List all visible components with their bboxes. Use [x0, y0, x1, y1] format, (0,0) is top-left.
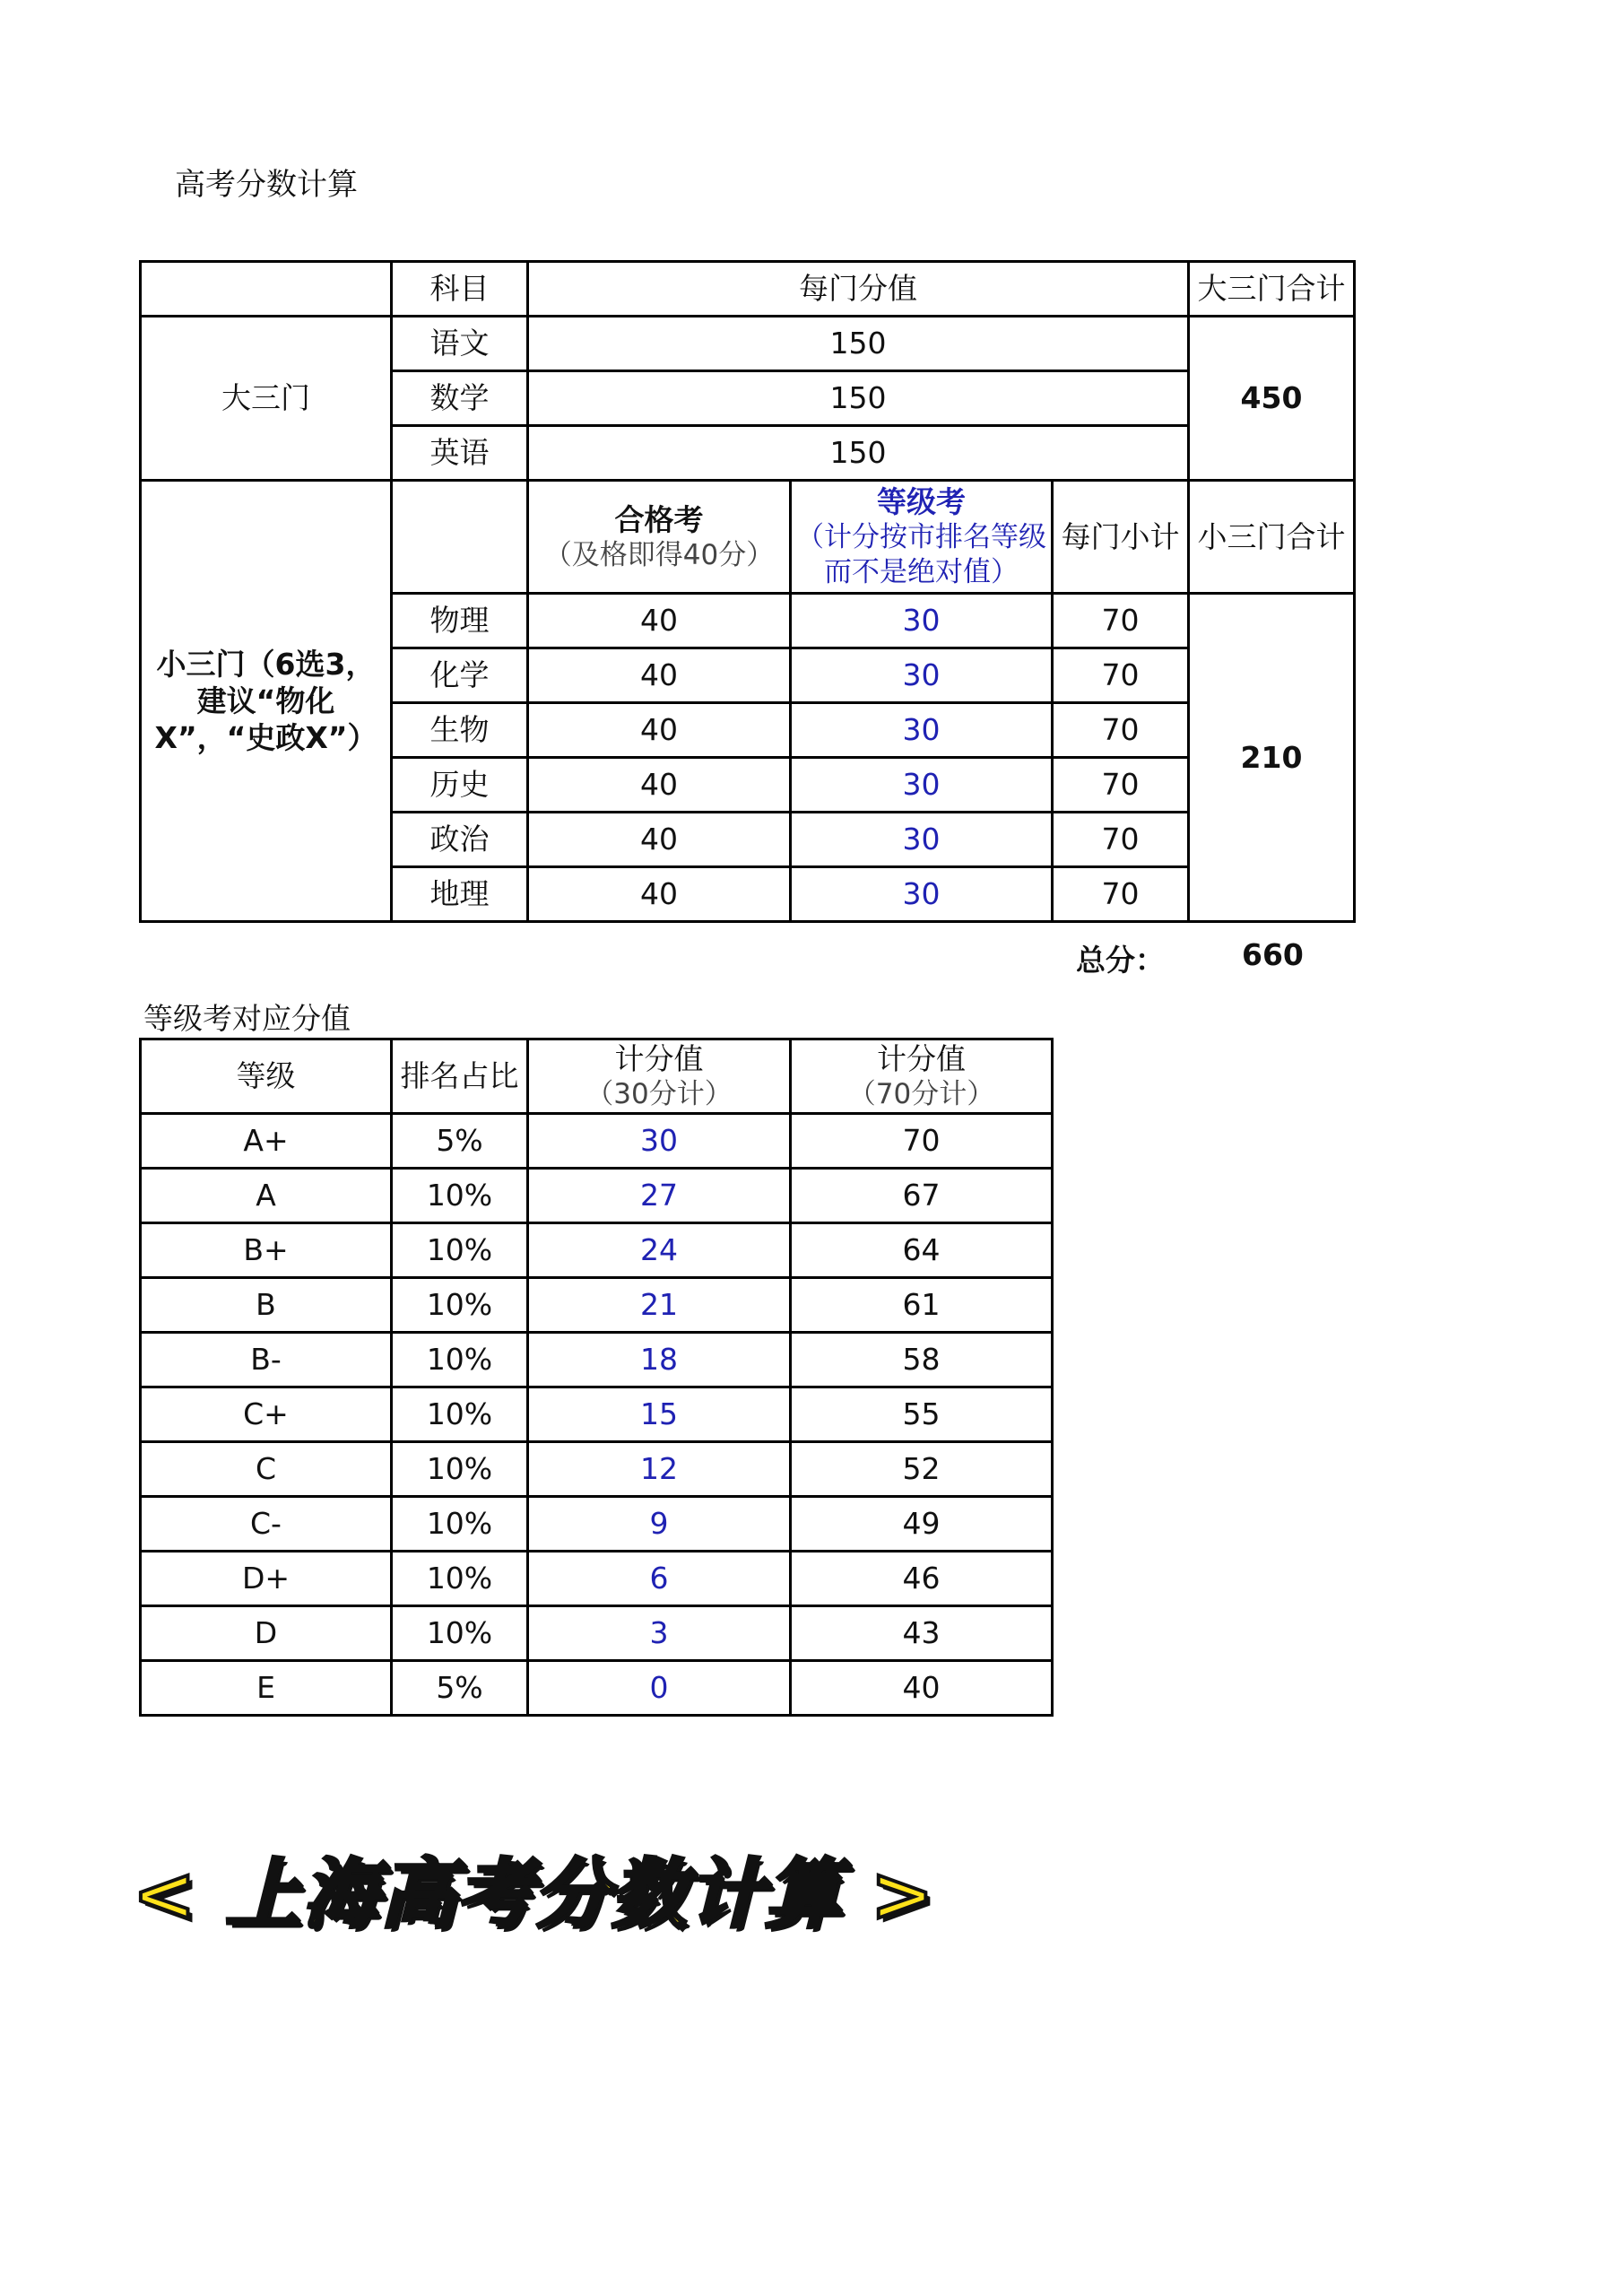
grade-cell: C+ [141, 1387, 392, 1442]
score30-title: 计分值 [614, 1041, 704, 1076]
grade-cell: D+ [141, 1552, 392, 1606]
subject-cell: 语文 [392, 317, 528, 371]
rank-cell: 10% [392, 1442, 528, 1497]
pass-score-cell: 40 [528, 758, 791, 813]
score30-cell: 21 [528, 1278, 791, 1333]
grade-score-cell: 30 [791, 813, 1053, 867]
header-subject: 科目 [392, 262, 528, 317]
subtotal-cell: 70 [1053, 594, 1189, 648]
pass-score-cell: 40 [528, 648, 791, 703]
grade-header: 等级 [141, 1039, 392, 1114]
grade-cell: E [141, 1661, 392, 1716]
rank-cell: 10% [392, 1333, 528, 1387]
rank-header: 排名占比 [392, 1039, 528, 1114]
grade-cell: B [141, 1278, 392, 1333]
table-row [141, 1442, 1053, 1497]
grade-score-cell: 30 [791, 703, 1053, 758]
subtotal-cell: 70 [1053, 867, 1189, 922]
grade-cell: D [141, 1606, 392, 1661]
grade-exam-header [791, 481, 1053, 594]
subject-cell: 历史 [392, 758, 528, 813]
pass-score-cell: 40 [528, 867, 791, 922]
score30-cell: 30 [528, 1114, 791, 1169]
rank-cell: 10% [392, 1497, 528, 1552]
grade-cell: B+ [141, 1223, 392, 1278]
subject-cell: 政治 [392, 813, 528, 867]
rank-cell: 10% [392, 1169, 528, 1223]
table-row [141, 1223, 1053, 1278]
table-row [141, 1278, 1053, 1333]
rank-cell: 5% [392, 1114, 528, 1169]
rank-cell: 5% [392, 1661, 528, 1716]
grade-score-cell: 30 [791, 648, 1053, 703]
score30-cell: 18 [528, 1333, 791, 1387]
big-three-label: 大三门 [141, 317, 392, 481]
table-row [141, 1114, 1053, 1169]
document-title: 高考分数计算 [175, 167, 358, 203]
pass-score-cell: 40 [528, 594, 791, 648]
score30-cell: 9 [528, 1497, 791, 1552]
header-big-total: 大三门合计 [1189, 262, 1355, 317]
score30-cell: 12 [528, 1442, 791, 1497]
rank-cell: 10% [392, 1223, 528, 1278]
subtotal-cell: 70 [1053, 813, 1189, 867]
grade-score-cell: 30 [791, 758, 1053, 813]
grade-cell: C [141, 1442, 392, 1497]
score30-cell: 27 [528, 1169, 791, 1223]
grade-score-cell: 30 [791, 594, 1053, 648]
subtotal-cell: 70 [1053, 703, 1189, 758]
pass-exam-title: 合格考 [614, 501, 704, 537]
score70-cell: 70 [791, 1114, 1053, 1169]
pass-exam-header [528, 481, 791, 594]
score70-cell: 64 [791, 1223, 1053, 1278]
score70-cell: 61 [791, 1278, 1053, 1333]
grade-exam-title: 等级考 [877, 484, 966, 520]
score70-cell: 58 [791, 1333, 1053, 1387]
score30-cell: 24 [528, 1223, 791, 1278]
score30-cell: 6 [528, 1552, 791, 1606]
score70-cell: 67 [791, 1169, 1053, 1223]
rank-cell: 10% [392, 1278, 528, 1333]
table-row [141, 1387, 1053, 1442]
grand-total-label: 总分： [1076, 943, 1165, 978]
subject-cell: 生物 [392, 703, 528, 758]
table-row [141, 1661, 1053, 1716]
subject-cell: 数学 [392, 371, 528, 426]
score30-note: （30分计） [585, 1078, 733, 1111]
subject-cell: 地理 [392, 867, 528, 922]
header-blank [141, 262, 392, 317]
table-row [141, 1552, 1053, 1606]
grade-score-cell: 30 [791, 867, 1053, 922]
small-three-label: 小三门（6选3，建议“物化X”，“史政X”） [141, 481, 392, 922]
grade-cell: A+ [141, 1114, 392, 1169]
score30-cell: 3 [528, 1606, 791, 1661]
small-three-blank [392, 481, 528, 594]
small-three-total: 210 [1189, 594, 1355, 922]
rank-cell: 10% [392, 1606, 528, 1661]
score70-cell: 52 [791, 1442, 1053, 1497]
score70-cell: 49 [791, 1497, 1053, 1552]
score30-header [528, 1039, 791, 1114]
per-subtotal-header: 每门小计 [1053, 481, 1189, 594]
small-total-header: 小三门合计 [1189, 481, 1355, 594]
score30-cell: 15 [528, 1387, 791, 1442]
rank-cell: 10% [392, 1552, 528, 1606]
score-table [139, 260, 1356, 923]
value-cell: 150 [528, 371, 1189, 426]
big-three-total: 450 [1189, 317, 1355, 481]
subtotal-cell: 70 [1053, 758, 1189, 813]
rank-cell: 10% [392, 1387, 528, 1442]
subject-cell: 化学 [392, 648, 528, 703]
grade-table-title: 等级考对应分值 [143, 1001, 351, 1036]
grade-exam-note: （计分按市排名等级而不是绝对值） [796, 521, 1046, 589]
grade-table [139, 1038, 1054, 1717]
score70-note: （70分计） [847, 1078, 995, 1111]
score70-cell: 55 [791, 1387, 1053, 1442]
table-row [141, 1606, 1053, 1661]
subtotal-cell: 70 [1053, 648, 1189, 703]
banner-title: < 上海高考分数计算 > [133, 1850, 936, 1938]
table-row [141, 1497, 1053, 1552]
grade-cell: B- [141, 1333, 392, 1387]
value-cell: 150 [528, 426, 1189, 481]
score70-cell: 46 [791, 1552, 1053, 1606]
grand-total-value: 660 [1242, 937, 1304, 972]
score70-cell: 43 [791, 1606, 1053, 1661]
score70-cell: 40 [791, 1661, 1053, 1716]
pass-score-cell: 40 [528, 813, 791, 867]
pass-exam-note: （及格即得40分） [543, 538, 775, 571]
value-cell: 150 [528, 317, 1189, 371]
score70-header [791, 1039, 1053, 1114]
score30-cell: 0 [528, 1661, 791, 1716]
table-row [141, 1333, 1053, 1387]
subject-cell: 物理 [392, 594, 528, 648]
header-per-subject: 每门分值 [528, 262, 1189, 317]
subject-cell: 英语 [392, 426, 528, 481]
grade-cell: C- [141, 1497, 392, 1552]
grade-cell: A [141, 1169, 392, 1223]
table-row [141, 1169, 1053, 1223]
score70-title: 计分值 [877, 1041, 966, 1076]
pass-score-cell: 40 [528, 703, 791, 758]
